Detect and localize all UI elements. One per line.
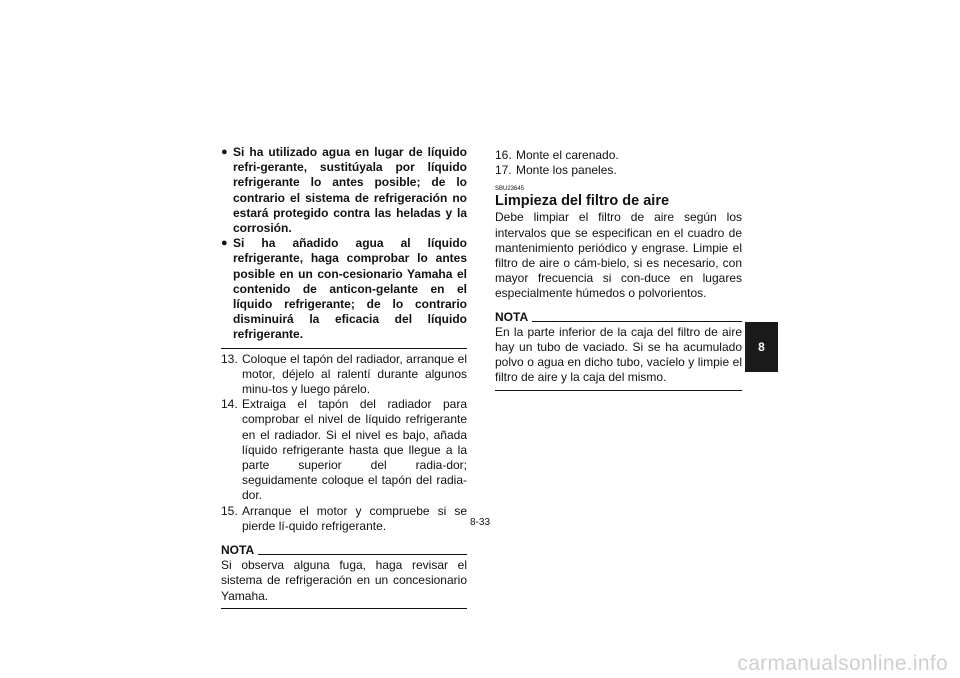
- section-paragraph: Debe limpiar el filtro de aire según los intervalos que se especifican en el cuadro de mantenimiento periódico y engrase. Limpie el filtro de aire o cám-bielo, si es necesario, con mayor frecuencia si con-duce en lugares especialmente húmedos o polvorientos.: [495, 210, 742, 301]
- step-number: 13.: [221, 351, 238, 366]
- step-item: [495, 163, 742, 178]
- nota-text: Si observa alguna fuga, haga revisar el sistema de refrigeración en un concesionario Yamaha.: [221, 558, 467, 603]
- bullet-text: Si ha utilizado agua en lugar de líquido refri-gerante, sustitúyala por líquido refrigerante lo antes posible; de lo contrario el sistema de refrigeración no estará protegido contra las heladas y la corrosión.: [233, 145, 467, 236]
- nota-end-rule: [495, 390, 742, 391]
- step-number: 17.: [495, 163, 512, 178]
- step-text: Monte los paneles.: [516, 163, 617, 178]
- section-heading: Limpieza del filtro de aire: [495, 193, 670, 210]
- bullet-dot-icon: ●: [221, 146, 228, 158]
- bullet-dot-icon: ●: [221, 237, 228, 250]
- bullet-text: Si ha añadido agua al líquido refrigerante, haga comprobar lo antes posible en un con-cesionario Yamaha el contenido de anticon-gelante en el líquido refrigerante; de lo contrario disminuirá la eficacia del líquido refrigerante.: [233, 236, 467, 342]
- nota-label: NOTA: [221, 543, 255, 558]
- nota-rule: [258, 554, 467, 555]
- nota-text: En la parte inferior de la caja del filtro de aire hay un tubo de vaciado. Si se ha acumulado polvo o agua en dicho tubo, vacíelo y limpie el filtro de aire y la caja del mismo.: [495, 324, 742, 385]
- page-number: 8-33: [470, 517, 491, 528]
- warning-bullet: [221, 145, 467, 236]
- step-number: 15.: [221, 503, 238, 518]
- step-text: Extraiga el tapón del radiador para comprobar el nivel de líquido refrigerante en el radiador. Si el nivel es bajo, añada líquido refrigerante hasta que llegue a la parte superior del radia-dor; seguidamente coloque el tapón del radia-dor.: [242, 397, 467, 503]
- step-text: Monte el carenado.: [516, 148, 619, 162]
- step-item: [221, 504, 467, 534]
- nota-rule: [532, 321, 742, 322]
- chapter-tab: 8: [745, 322, 778, 372]
- divider: [221, 348, 467, 349]
- nota-label: NOTA: [495, 309, 529, 324]
- nota-end-rule: [221, 608, 467, 609]
- section-code: SBU23645: [495, 186, 525, 193]
- nota-header: [495, 310, 742, 325]
- step-item: [221, 352, 467, 398]
- right-column: [495, 148, 742, 391]
- left-column: [221, 145, 467, 609]
- step-text: Arranque el motor y compruebe si se pierde lí-quido refrigerante.: [242, 503, 467, 533]
- step-number: 14.: [221, 397, 238, 412]
- step-number: 16.: [495, 148, 512, 162]
- watermark: carmanualsonline.info: [737, 652, 948, 675]
- step-text: Coloque el tapón del radiador, arranque el motor, déjelo al ralentí durante algunos minu-tos y luego párelo.: [242, 351, 467, 397]
- step-item: [221, 397, 467, 503]
- nota-header: [221, 543, 467, 558]
- step-item: [495, 148, 742, 163]
- warning-bullet: [221, 236, 467, 342]
